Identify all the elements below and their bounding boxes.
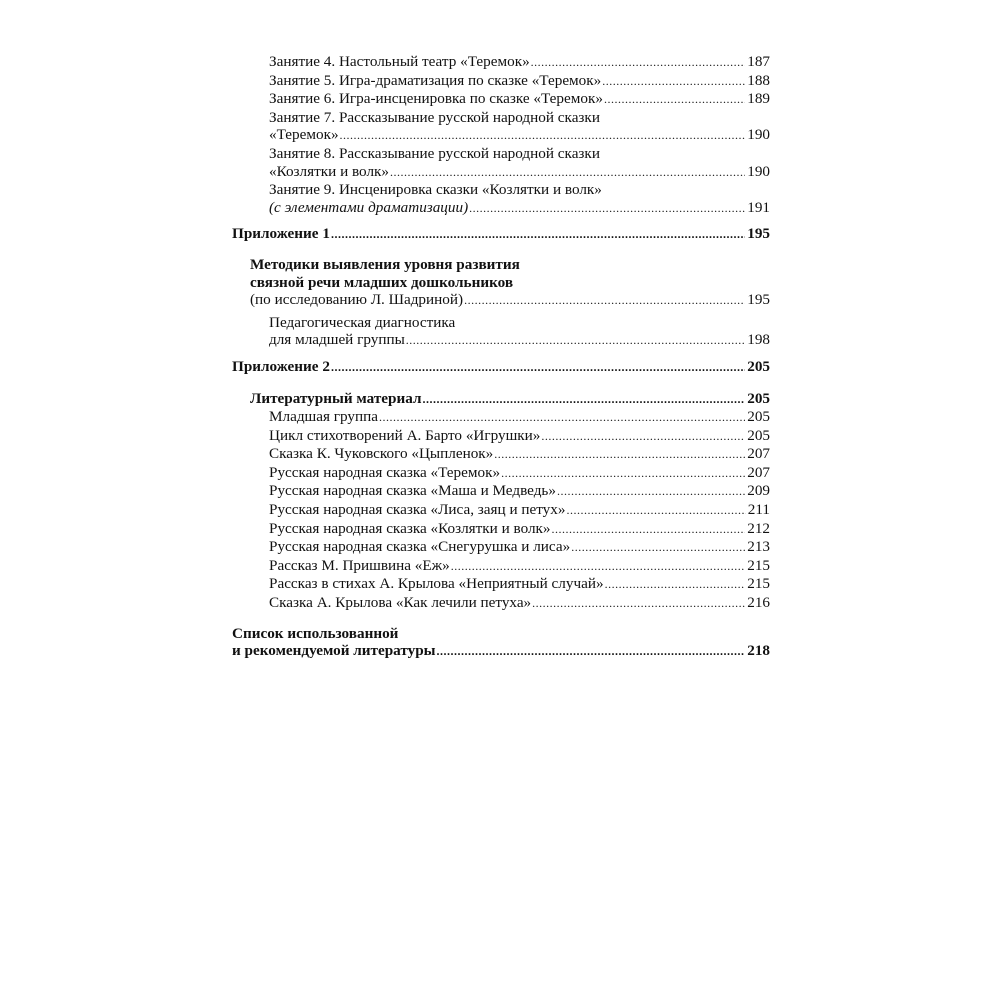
leader-dots <box>604 91 745 109</box>
toc-entry-title: Рассказ М. Пришвина «Еж» <box>269 556 450 574</box>
toc-entry-title: Приложение 1 <box>232 225 330 243</box>
toc-entry-lesson-5[interactable] <box>232 72 770 91</box>
toc-entry-title-line2: для младшей группы <box>269 331 405 349</box>
toc-entry-title-line2: «Козлятки и волк» <box>269 162 390 180</box>
toc-entry-item[interactable] <box>232 594 770 613</box>
leader-dots <box>602 73 745 91</box>
leader-dots <box>552 521 746 539</box>
toc-page-number: 191 <box>747 198 770 216</box>
toc-entry-title-line1: Методики выявления уровня развития <box>250 255 520 273</box>
toc-entry-item[interactable] <box>232 575 770 594</box>
toc-entry-item[interactable] <box>232 464 770 483</box>
table-of-contents <box>232 53 770 661</box>
toc-entry-methods[interactable] <box>232 256 770 310</box>
toc-entry-title: Русская народная сказка «Лиса, заяц и петух» <box>269 501 566 519</box>
leader-dots <box>331 359 745 377</box>
toc-page-number: 188 <box>747 71 770 89</box>
leader-dots <box>531 54 746 72</box>
leader-dots <box>605 576 746 594</box>
toc-entry-literary-material[interactable] <box>232 390 770 409</box>
toc-entry-title-line1: Занятие 9. Инсценировка сказки «Козлятки и волк» <box>269 181 602 199</box>
leader-dots <box>379 409 745 427</box>
leader-dots <box>390 164 745 182</box>
toc-entry-item[interactable] <box>232 538 770 557</box>
toc-page-number: 207 <box>747 463 770 481</box>
toc-entry-item[interactable] <box>232 408 770 427</box>
toc-page-number: 195 <box>747 291 770 309</box>
leader-dots <box>469 200 745 218</box>
leader-dots <box>340 127 746 145</box>
toc-page-number: 187 <box>747 53 770 70</box>
toc-page-number: 212 <box>747 519 770 537</box>
toc-page-number: 195 <box>747 225 770 243</box>
toc-entry-title: Русская народная сказка «Маша и Медведь» <box>269 482 556 500</box>
toc-page-number: 211 <box>747 501 770 519</box>
toc-entry-title-line2: «Теремок» <box>269 126 339 144</box>
toc-entry-title: Цикл стихотворений А. Барто «Игрушки» <box>269 426 541 444</box>
toc-entry-title: Русская народная сказка «Снегурушка и лиса» <box>269 538 571 556</box>
toc-page-number: 205 <box>747 408 770 426</box>
toc-entry-title: Литературный материал <box>250 389 422 407</box>
toc-entry-title-line3: (по исследованию Л. Шадриной) <box>250 291 464 309</box>
toc-entry-title-line1: Педагогическая диагностика <box>269 313 456 331</box>
toc-entry-item[interactable] <box>232 501 770 520</box>
toc-page-number: 215 <box>747 556 770 574</box>
toc-page-number: 209 <box>747 482 770 500</box>
leader-dots <box>566 502 745 520</box>
leader-dots <box>437 643 746 661</box>
toc-page-number: 213 <box>747 538 770 556</box>
toc-entry-title: Русская народная сказка «Теремок» <box>269 463 501 481</box>
toc-entry-lesson-7[interactable] <box>232 109 770 145</box>
toc-entry-lesson-8[interactable] <box>232 145 770 181</box>
toc-entry-lesson-6[interactable] <box>232 90 770 109</box>
leader-dots <box>451 558 745 576</box>
leader-dots <box>532 595 745 613</box>
toc-entry-title-line2: связной речи младших дошкольников <box>250 273 514 291</box>
toc-entry-lesson-4[interactable] <box>232 53 770 72</box>
toc-page-number: 216 <box>747 594 770 612</box>
toc-page-number: 215 <box>747 575 770 593</box>
leader-dots <box>331 226 745 244</box>
toc-entry-bibliography[interactable] <box>232 625 770 661</box>
toc-page-number: 189 <box>747 90 770 108</box>
toc-entry-item[interactable] <box>232 520 770 539</box>
toc-entry-lesson-9[interactable] <box>232 181 770 217</box>
toc-entry-item[interactable] <box>232 557 770 576</box>
toc-entry-appendix-1[interactable] <box>232 225 770 244</box>
toc-entry-title-line1: Занятие 8. Рассказывание русской народной сказки <box>269 144 600 162</box>
toc-entry-title-line1: Занятие 7. Рассказывание русской народной сказки <box>269 108 600 126</box>
leader-dots <box>541 428 745 446</box>
toc-entry-title-line2: и рекомендуемой литературы <box>232 642 436 660</box>
leader-dots <box>571 539 745 557</box>
toc-page-number: 205 <box>747 389 770 407</box>
toc-entry-title: Приложение 2 <box>232 357 330 375</box>
toc-entry-item[interactable] <box>232 482 770 501</box>
toc-entry-title-line1: Список использованной <box>232 624 399 642</box>
toc-entry-title: Занятие 6. Игра-инсценировка по сказке «Теремок» <box>269 90 603 108</box>
toc-page-number: 205 <box>747 357 770 375</box>
toc-page-number: 190 <box>747 126 770 144</box>
toc-entry-diagnostics[interactable] <box>232 314 770 350</box>
toc-entry-title: Младшая группа <box>269 408 378 426</box>
toc-entry-title: Русская народная сказка «Козлятки и волк» <box>269 519 551 537</box>
toc-entry-title: Сказка К. Чуковского «Цыпленок» <box>269 445 494 463</box>
toc-page-number: 205 <box>747 426 770 444</box>
toc-entry-title: Занятие 4. Настольный театр «Теремок» <box>269 53 530 70</box>
toc-entry-appendix-2[interactable] <box>232 358 770 377</box>
leader-dots <box>494 446 745 464</box>
toc-page-number: 218 <box>747 642 770 660</box>
toc-entry-item[interactable] <box>232 445 770 464</box>
toc-entry-title: Занятие 5. Игра-драматизация по сказке «Теремок» <box>269 71 602 89</box>
leader-dots <box>464 292 745 310</box>
toc-entry-item[interactable] <box>232 427 770 446</box>
toc-page-number: 190 <box>747 162 770 180</box>
leader-dots <box>557 483 745 501</box>
toc-entry-title: Сказка А. Крылова «Как лечили петуха» <box>269 594 532 612</box>
leader-dots <box>501 465 745 483</box>
toc-entry-title: Рассказ в стихах А. Крылова «Неприятный случай» <box>269 575 604 593</box>
leader-dots <box>422 391 745 409</box>
leader-dots <box>406 332 745 350</box>
toc-entry-title-line2: (с элементами драматизации) <box>269 198 469 216</box>
toc-page-number: 207 <box>747 445 770 463</box>
toc-page-number: 198 <box>747 331 770 349</box>
